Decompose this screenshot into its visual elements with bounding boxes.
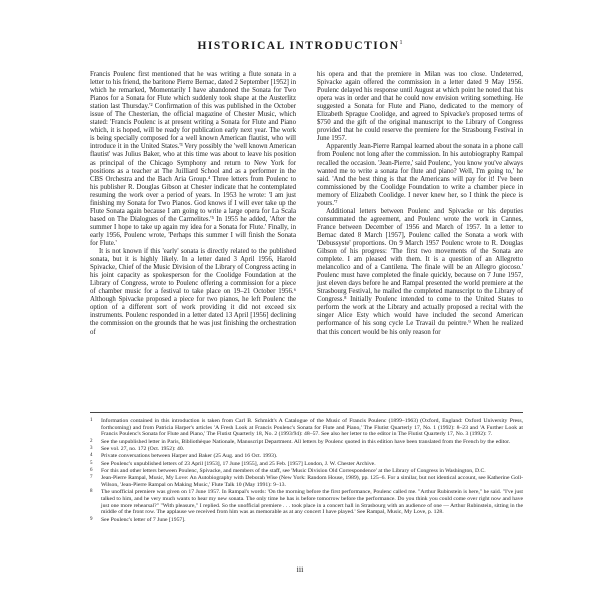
footnote bbox=[90, 446, 523, 453]
paragraph: Additional letters between Poulenc and Spivacke or his deputies consummated the agreement, and Poulenc wrote the work in Cannes, France between December of 1956 and March of 1957. In a letter to Bernac dated 8 March [1957], Poulenc called the Sonata a work with 'Debussyste' proportions. On 9 March 1957 Poulenc wrote to R. Douglas Gibson of his progress: 'The first two movements of the Sonata are complete. I am pleased with them. It is a question of an Allegretto melancolico and of a Cantilena. The finale will be an Allegro giocoso.' Poulenc must have completed the finale quickly, because on 7 June 1957, just eleven days before he and Rampal presented the world premiere at the Strasbourg Festival, he mailed the completed manuscript to the Library of Congress.⁸ Initially Poulenc intended to come to the United States to perform the work at the Library and actually proposed a recital with the singer Alice Esty which would have included the second American performance of his song cycle Le Travail du peintre.⁹ When he realized that this concert would be his only reason for bbox=[317, 207, 523, 336]
footnote bbox=[90, 489, 523, 516]
footnote-text: Private conversations between Harper and Baker (25 Aug. and 16 Oct. 1993). bbox=[101, 453, 278, 460]
footnote-text: See Poulenc's letter of 7 June [1957]. bbox=[101, 516, 186, 523]
right-column bbox=[317, 71, 523, 402]
footnote-number: 8 bbox=[90, 489, 93, 495]
footnote bbox=[90, 468, 523, 475]
footnote-text: Jean-Pierre Rampal, Music, My Love: An Autobiography with Deborah Wise (New York: Random House, 1989), pp. 125–6. For a similar, but not identical account, see Katherine Goll-Wilson, 'Jean-Pierre Rampal on Making Music,' Flute Talk 10 (May 1991): 9–13. bbox=[101, 475, 523, 488]
footnote bbox=[90, 439, 523, 446]
body-text bbox=[90, 71, 523, 402]
footnote bbox=[90, 461, 523, 468]
footnote bbox=[90, 453, 523, 460]
footnote-text: See the unpublished letter in Paris, Bibliothèque Nationale, Manuscript Department. All letters by Poulenc quoted in this edition have been translated from the French by the editor. bbox=[101, 438, 511, 445]
footnote-number: 3 bbox=[90, 446, 93, 451]
footnote-number: 7 bbox=[90, 475, 93, 481]
footnote-text: Information contained in this introduction is taken from Carl B. Schmidt's A Catalogue of the Music of Francis Poulenc (1899–1963) (Oxford, England: Oxford University Press, forthcoming) and from Patricia Harper's articles 'A Fresh Look at Francis Poulenc's Sonata for Flute and Piano,' The Flutist Quarterly 17, No. 1 (1992): 8–23 and 'A Further Look at Francis Poulenc's Sonata for Flute and Piano,' The Flutist Quarterly 18, No. 2 (1993/94): 48–57. See also her letter to the editor in The Flutist Quarterly 17, No. 3 (1992): 7. bbox=[101, 418, 523, 438]
footnote-number: 5 bbox=[90, 460, 93, 466]
footnote-text: See vol. 27, no. 172 (Oct. 1952): 40. bbox=[101, 446, 185, 452]
footnote-text: The unofficial premiere was given on 17 June 1957. In Rampal's words: 'On the morning before the first performance, Poulenc called me. "Arthur Rubinstein is here," he said. "I've just talked to him, and he very much wants to hear my new sonata. The only time he has is before tomorrow before the performance. Do you think you could come over right now and have just one more rehearsal?" "With pleasure," I replied. So the unofficial premiere . . . took place in a concert hall in Strasbourg with an audience of one — Arthur Rubinstein, sitting in the middle of the front row. The applause we received from him was as memorable as at any concert I have played.' See Rampal, Music, My Love, p. 128. bbox=[101, 489, 523, 516]
footnote-number: 4 bbox=[90, 453, 93, 459]
paragraph: Francis Poulenc first mentioned that he was writing a flute sonata in a letter to his friend, the baritone Pierre Bernac, dated 2 September [1952] in which he remarked, 'Momentarily I have abandoned the Sonata for Two Pianos for a Sonata for Flute which suddenly took shape at the Austerlitz station last Thursday.'² Confirmation of this was published in the October issue of The Chesterian, the official magazine of Chester Music, which stated: 'Francis Poulenc is at present writing a Sonata for Flute and Piano which, it is hoped, will be ready for publication early next year. The work is being specially composed for a well known American flautist, who will introduce it in the United States.'³ Very possibly the 'well known American flautist' was Julius Baker, who at this time was about to leave his position as principal of the Chicago Symphony and return to New York for positions as a teacher at The Juilliard School and as a performer in the CBS Orchestra and the Bach Aria Group.⁴ Three letters from Poulenc to his publisher R. Douglas Gibson at Chester indicate that he contemplated resuming the work over a period of years. In 1953 he wrote: 'I am just finishing my Sonata for Two Pianos. God knows if I will ever take up the Flute Sonata again because I am going to write a large opera for La Scala based on The Dialogues of the Carmelites.'⁵ In 1955 he added, 'After the summer I hope to take up again my idea for a Sonata for Flute.' Finally, in early 1956, Poulenc wrote, 'Perhaps this summer I will finish the Sonata for Flute.' bbox=[90, 71, 296, 247]
footnote-text: For this and other letters between Poulenc, Spivacke, and members of the staff, see 'Music Division Old Correspondence' at the Library of Congress in Washington, D.C. bbox=[101, 467, 486, 474]
title-text: HISTORICAL INTRODUCTION bbox=[197, 40, 400, 52]
page-title bbox=[0, 40, 600, 52]
footnote bbox=[90, 475, 523, 488]
footnote bbox=[90, 418, 523, 438]
paragraph: Apparently Jean-Pierre Rampal learned about the sonata in a phone call from Poulenc not long after the commission. In his autobiography Rampal recalled the occasion. 'Jean-Pierre,' said Poulenc, 'you know you've always wanted me to write a sonata for flute and piano? Well, I'm going to,' he said. 'And the best thing is that the Americans will pay for it! I've been commissioned by the Coolidge Foundation to write a chamber piece in memory of Elizabeth Coolidge. I never knew her, so I think the piece is yours.'⁷ bbox=[317, 143, 523, 207]
page-number: iii bbox=[296, 565, 304, 574]
footnote-number: 2 bbox=[90, 438, 93, 444]
paragraph: It is not known if this 'early' sonata is directly related to the published sonata, but it is highly likely. In a letter dated 3 April 1956, Harold Spivacke, Chief of the Music Division of the Library of Congress acting in his joint capacity as spokesperson for the Coolidge Foundation at the Library of Congress, wrote to Poulenc offering a commission for a piece of chamber music for a festival to take place on 19–21 October 1956.⁶ Although Spivacke proposed a piece for two pianos, he left Poulenc the option of a different sort of work providing it did not exceed six instruments. Poulenc responded in a letter dated 13 April [1956] declining the commission on the grounds that he was just finishing the orchestration of bbox=[90, 248, 296, 336]
footnote bbox=[90, 517, 523, 524]
paragraph: his opera and that the premiere in Milan was too close. Undeterred, Spivacke again offered the commission in a letter dated 9 May 1956. Poulenc delayed his response until August at which point he noted that his opera was in order and that he could now envision writing something. He suggested a Sonata for Flute and Piano, dedicated to the memory of Elizabeth Sprague Coolidge, and agreed to Spivacke's proposed terms of $750 and the gift of the original manuscript to the Library of Congress provided that he could reserve the premiere for the Strasbourg Festival in June 1957. bbox=[317, 71, 523, 143]
footnote-divider bbox=[90, 412, 523, 413]
title-footnote-marker: 1 bbox=[399, 40, 403, 46]
footnotes bbox=[90, 418, 523, 524]
footnote-number: 9 bbox=[90, 516, 93, 522]
footnote-number: 1 bbox=[90, 418, 93, 423]
footnote-text: See Poulenc's unpublished letters of 23 April [1953], 17 June [1955], and 25 Feb. [1957] London, J. W. Chester Archive. bbox=[101, 460, 376, 467]
left-column bbox=[90, 71, 296, 402]
footnote-number: 6 bbox=[90, 467, 93, 473]
